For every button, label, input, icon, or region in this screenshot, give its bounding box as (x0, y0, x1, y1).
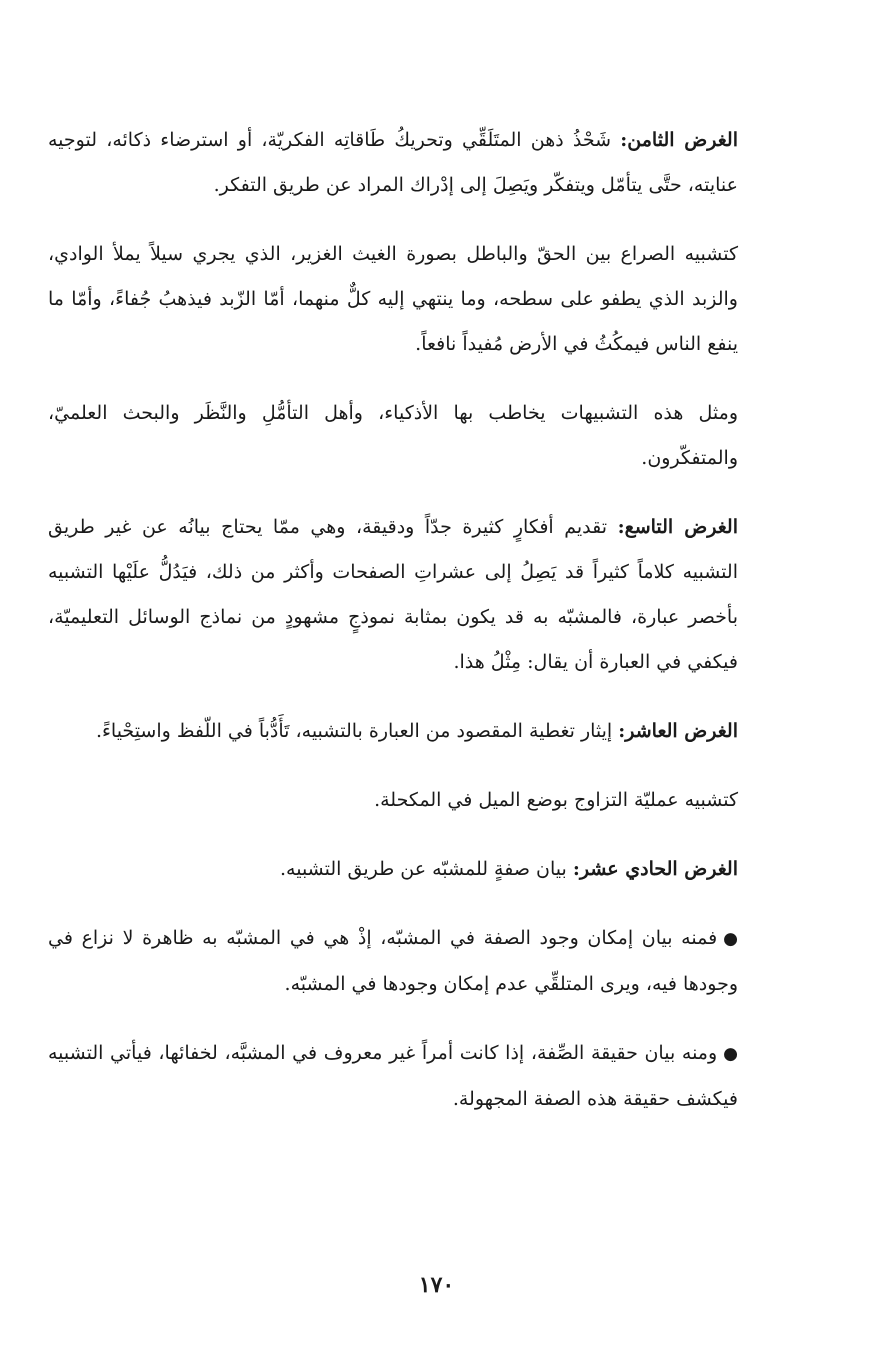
paragraph-text: إيثار تغطية المقصود من العبارة بالتشبيه، تَأَدُّباً في اللّفظ واستِحْياءً. (95, 720, 613, 742)
paragraph-text: كتشبيه عمليّة التزاوج بوضع الميل في المكحلة. (374, 789, 738, 811)
bullet-icon: ● (723, 929, 738, 949)
paragraph-purpose-ten (48, 709, 738, 754)
paragraph-heading: الغرض الثامن: (620, 129, 738, 151)
paragraph-purpose-nine (48, 505, 738, 685)
paragraph-text: بيان صفةٍ للمشبّه عن طريق التشبيه. (279, 858, 567, 880)
bullet-icon: ● (723, 1044, 738, 1064)
paragraph-heading: الغرض العاشر: (618, 720, 738, 742)
paragraph-example-flood (48, 232, 738, 367)
paragraph-heading: الغرض الحادي عشر: (572, 858, 738, 880)
bullet-text: ومنه بيان حقيقة الصِّفة، إذا كانت أمراً غير معروف في المشبَّه، لخفائها، فيأتي التشبيه فيكشف حقيقة هذه الصفة المجهولة. (48, 1042, 738, 1110)
page-number: ١٧٠ (418, 1272, 455, 1298)
paragraph-purpose-eight (48, 118, 738, 208)
bullet-item-nature (48, 1031, 738, 1122)
bullet-item-possibility (48, 916, 738, 1007)
paragraph-text: ومثل هذه التشبيهات يخاطب بها الأذكياء، وأهل التأمُّلِ والنَّظَر والبحث العلميّ، والمتفكّرون. (48, 402, 738, 469)
paragraph-text: شَحْذُ ذهن المتَلَقِّي وتحريكُ طَاقاتِه الفكريّة، أو استرضاء ذكائه، لتوجيه عنايته، حتَّى يتأمّل ويتفكّر ويَصِلَ إلى إدْراك المراد عن طريق التفكر. (48, 129, 738, 196)
paragraph-example-kohl (48, 778, 738, 823)
paragraph-heading: الغرض التاسع: (617, 516, 738, 538)
paragraph-text: كتشبيه الصراع بين الحقّ والباطل بصورة الغيث الغزير، الذي يجري سيلاً يملأ الوادي، والزبد الذي يطفو على سطحه، وما ينتهي إليه كلٌّ منهما، أمّا الزّبد فيذهبُ جُفاءً، وأمّا ما ينفع الناس فيمكُثُ في الأرض مُفيداً نافعاً. (48, 243, 738, 355)
paragraph-purpose-eleven (48, 847, 738, 892)
page-body (48, 118, 738, 1146)
paragraph-text: تقديم أفكارٍ كثيرة جدّاً ودقيقة، وهي ممّا يحتاج بيانُه عن غير طريق التشبيه كلاماً كثيراً قد يَصِلُ إلى عشراتِ الصفحات وأكثر من ذلك، فيَدُلُّ علَيْها التشبيه بأخصر عبارة، فالمشبّه به قد يكون بمثابة نموذجٍ مشهودٍ من نماذج الوسائل التعليميّة، فيكفي في العبارة أن يقال: مِثْلُ هذا. (48, 516, 738, 673)
paragraph-audience (48, 391, 738, 481)
bullet-text: فمنه بيان إمكان وجود الصفة في المشبّه، إذْ هي في المشبّه به ظاهرة لا نزاع في وجودها فيه، ويرى المتلقِّي عدم إمكان وجودها في المشبّه. (48, 927, 738, 995)
